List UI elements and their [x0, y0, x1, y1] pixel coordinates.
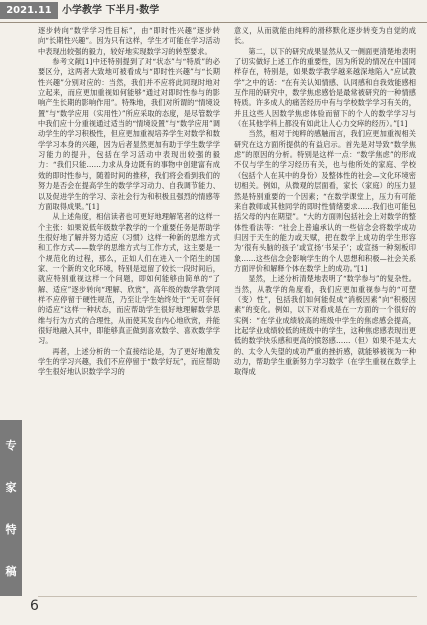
magazine-title: 小学教学 下半月·数学 [62, 5, 160, 16]
section-tab [0, 420, 22, 596]
paragraph: 从上述角度，相信读者也可更好地理解笔者的这样一个主张：如果说低年级数学教学的一个重要任务是帮助学生很好地了解并努力适应（习惯）这样一种新的思维方式和工作方式——数学的思维方式与工作方式，这主要是一个规范化的过程，那么，正如人们在进入一个陌生的国家、一个新的文化环境，特别是逗留了较长一段时间后，就应特别重视这样一个问题，即如何能够由简单的“了解、适应”逐步转向“理解、欣赏”，高年级的数学教学同样不应停留于硬性规范，乃至让学生始终处于“无可奈何的适应”这样一种状态，而应帮助学生很好地理解数学思维与行为方式的合理性，从而使其发自内心地欣赏，并能很好地融入其中，即能够真正做到喜欢数学、喜欢数学学习。 [38, 212, 220, 346]
paragraph: 参考文献[1]中还特别提到了对“状态”与“特质”的必要区分，这两者大致地可被看成与“即时性兴趣”与“长期性兴趣”分别对应的：当然，我们并不应将此同现时地对立起来，而应更加重视如何能够“通过对即时性参与的影响产生长期的影响作用”。特殊地，我们对所谓的“情境设置”与“数学应用（实用性）”所应采取的态度，是尽管数学中我们应十分重视通过适当的“情境设置”与“数学应用”调动学生的学习积极性，但应更加重视培养学生对数学和数学学习本身的兴趣，因为后者显然更加有助于学生数学学习能力的提升，包括在学习活动中表现出较强的毅力：“我们只能……力求从身边既有的事物中创建富有成效的即时性参与，随着时间的推移，我们将会看到我们的努力是否会在提高学生的数学学习动力、自我调节能力、以及促进学生的学习、亲社会行为和积极且强烈的情感等方面取得成果。”[1] [38, 57, 220, 211]
section-tab-char: 专 [5, 439, 17, 452]
section-tab-char: 特 [5, 523, 17, 536]
paragraph: 逐步转向“数学学习性目标”，由“即时性兴趣”逐步转向“长期性兴趣”。因为只有这样，学生才可能在学习活动中表现出较强的毅力，较好地实现数学习的转型要求。 [38, 26, 220, 56]
footer-rule [38, 596, 417, 597]
page-header [0, 0, 427, 23]
paragraph: 第二，以下的研究成果显然从又一侧面更清楚地表明了切实做好上述工作的重要性，因为所说的情况在中国同样存在，特别是，如果数学教学越来越深地陷入“应试教学”之中的话：“在有关认知情感、认同感和自我效能感相互作用的研究中，数学焦虑感恰是最常被研究的一种情感特质。许多成人的痛苦经历中有与学校数学学习有关的，并且这些人因数学焦虑体验而留下的个人的数学学习与（在其他学科上都没有如此让人心力交瘁的经历）。”[1] [234, 46, 416, 129]
paragraph: 显然，上述分析清楚地表明了“数学参与”的复杂性。当然，从教学的角度看，我们应更加重视参与的“可塑（变）性”，包括我们如何能促成“消极因素”向“积极因素”的变化。例如，以下对看成是在一方面的一个很好的实例：“在学业成绩较高的班级中学生的焦虑感会提高，比起学业成绩较低的班级中的学生，这种焦虑感表现出更低的数学快乐感和更高的愤怒感……（但）如果不是太大的、太令人失望的成功严重的挫折感，就能够被视为一种动力，帮助学生重新努力学习数学（在学生重视在数学上取得成 [234, 274, 416, 377]
paragraph: 当然，相对于纯粹的感触而言，我们应更加重视相关研究在这方面所提供的有益启示。首先是对导致“数学焦虑”的原因的分析。特别是这样一点：“数学焦虑”的形成不仅与学生的学习经历有关，也与他所处的家庭、学校（包括个人在其中的身份）及整体性的社会—文化环境密切相关。例如，从微观的层面看，家长（家庭）的压力显然是特别重要的一个因素；“在数学课堂上，压力有可能来自教师或其他同学的即时性情绪要求……我们也可能包括父母的内在期望”。“大的方面则包括社会上对数学的整体性看法等：“社会上普遍承认的一些信念会将数学成功归因于天生的能力或天赋，把在数学上成功的学生形容为‘很有头脑的孩子’或宣扬‘书呆子’；或宣扬一种刻板印象……这些信念会影响学生的个人思想和积极—社会关系方面评价和解释个体在数学上的成功。”[1] [234, 129, 416, 273]
right-column [234, 26, 416, 592]
section-tab-char: 家 [5, 481, 17, 494]
section-tab-char: 稿 [5, 565, 17, 578]
paragraph: 意义，从而就能由纯粹的滑移默化逐步转变为自觉的成长。 [234, 26, 416, 46]
page-number: 6 [30, 598, 39, 614]
paragraph: 再者，上述分析的一个直接结论是，为了更好地激发学生的学习兴趣，我们不应停留于“数学好玩”，而应帮助学生很好地认识数学学习的 [38, 346, 220, 377]
article-body [38, 26, 416, 592]
left-column [38, 26, 220, 592]
issue-label: 2021.11 [0, 2, 58, 19]
